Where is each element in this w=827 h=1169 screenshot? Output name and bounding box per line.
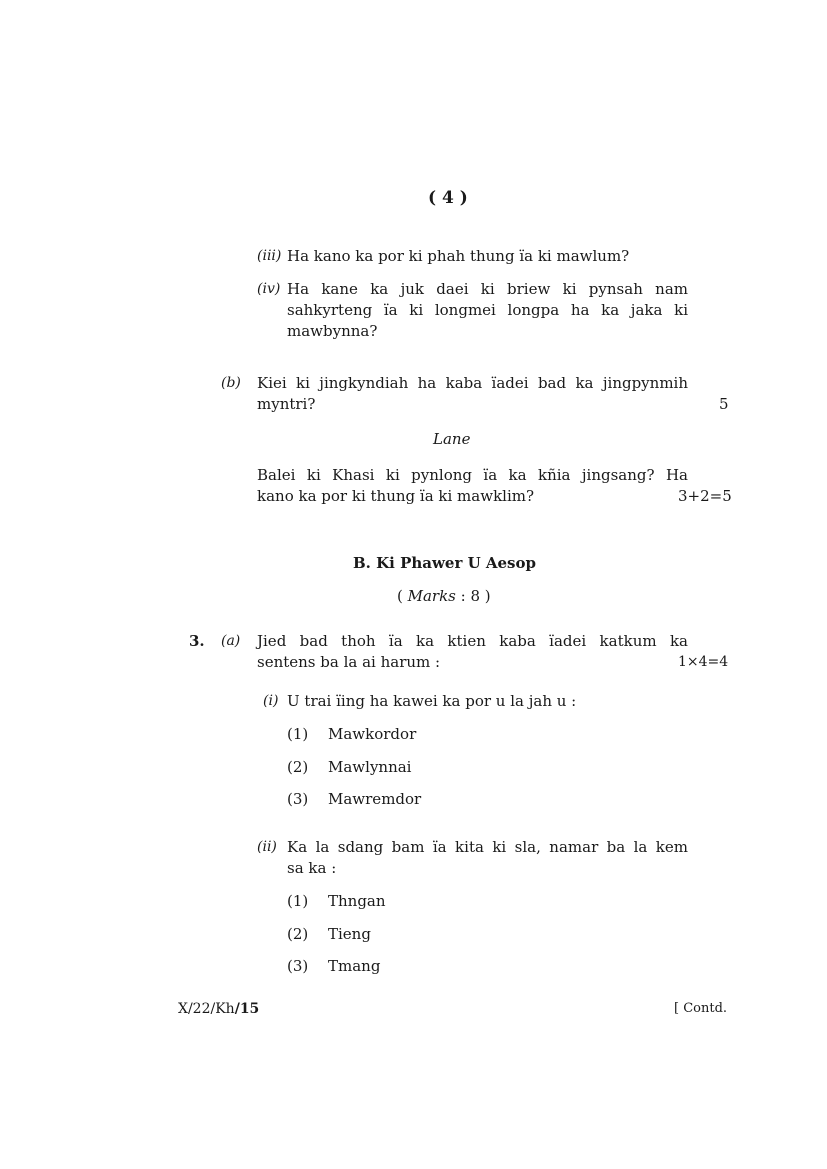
subquestion-label-i: (i) xyxy=(263,693,279,709)
question-3a-marks: 1×4=4 xyxy=(678,654,729,670)
question-b-alt-line2: kano ka por ki thung ïa ki mawklim? xyxy=(257,487,535,505)
option-text: Mawremdor xyxy=(328,790,422,808)
option-text: Thngan xyxy=(328,892,386,910)
question-3a-line1: Jied bad thoh ïa ka ktien kaba ïadei katkum ka xyxy=(257,632,688,650)
option-number: (3) xyxy=(287,957,309,975)
subquestion-text-ii-line2: sa ka : xyxy=(287,859,337,877)
section-marks: ( Marks : 8 ) xyxy=(397,587,491,605)
paper-code: X/22/Kh/15 xyxy=(178,1001,260,1017)
question-b-line1: Kiei ki jingkyndiah ha kaba ïadei bad ka jingpynmih xyxy=(257,374,688,392)
subquestion-label-ii: (ii) xyxy=(257,839,277,855)
option-number: (1) xyxy=(287,725,309,743)
option-number: (3) xyxy=(287,790,309,808)
question-label-b: (b) xyxy=(221,375,241,391)
question-b-line2: myntri? xyxy=(257,395,316,413)
subquestion-text-iv-line3: mawbynna? xyxy=(287,322,378,340)
continued-marker: [ Contd. xyxy=(674,1001,728,1016)
subquestion-text-iii: Ha kano ka por ki phah thung ïa ki mawlum? xyxy=(287,247,630,265)
question-number-3: 3. xyxy=(189,632,205,650)
option-text: Tmang xyxy=(328,957,381,975)
or-divider: Lane xyxy=(433,430,471,448)
option-text: Mawlynnai xyxy=(328,758,412,776)
option-number: (1) xyxy=(287,892,309,910)
question-b-alt-line1: Balei ki Khasi ki pynlong ïa ka kñia jingsang? Ha xyxy=(257,466,688,484)
page-number: ( 4 ) xyxy=(428,188,468,208)
subquestion-text-ii-line1: Ka la sdang bam ïa kita ki sla, namar ba la kem xyxy=(287,838,688,856)
subquestion-label-iii: (iii) xyxy=(257,248,282,264)
subquestion-text-iv-line2: sahkyrteng ïa ki longmei longpa ha ka jaka ki xyxy=(287,301,688,319)
option-number: (2) xyxy=(287,925,309,943)
question-3-label-a: (a) xyxy=(221,633,241,649)
question-b-alt-marks: 3+2=5 xyxy=(678,487,732,505)
question-b-marks: 5 xyxy=(719,395,729,413)
option-text: Tieng xyxy=(328,925,371,943)
subquestion-text-iv-line1: Ha kane ka juk daei ki briew ki pynsah nam xyxy=(287,280,688,298)
option-text: Mawkordor xyxy=(328,725,417,743)
option-number: (2) xyxy=(287,758,309,776)
subquestion-text-i: U trai ïing ha kawei ka por u la jah u : xyxy=(287,692,577,710)
question-3a-line2: sentens ba la ai harum : xyxy=(257,653,441,671)
subquestion-label-iv: (iv) xyxy=(257,281,281,297)
section-title: B. Ki Phawer U Aesop xyxy=(353,554,536,572)
